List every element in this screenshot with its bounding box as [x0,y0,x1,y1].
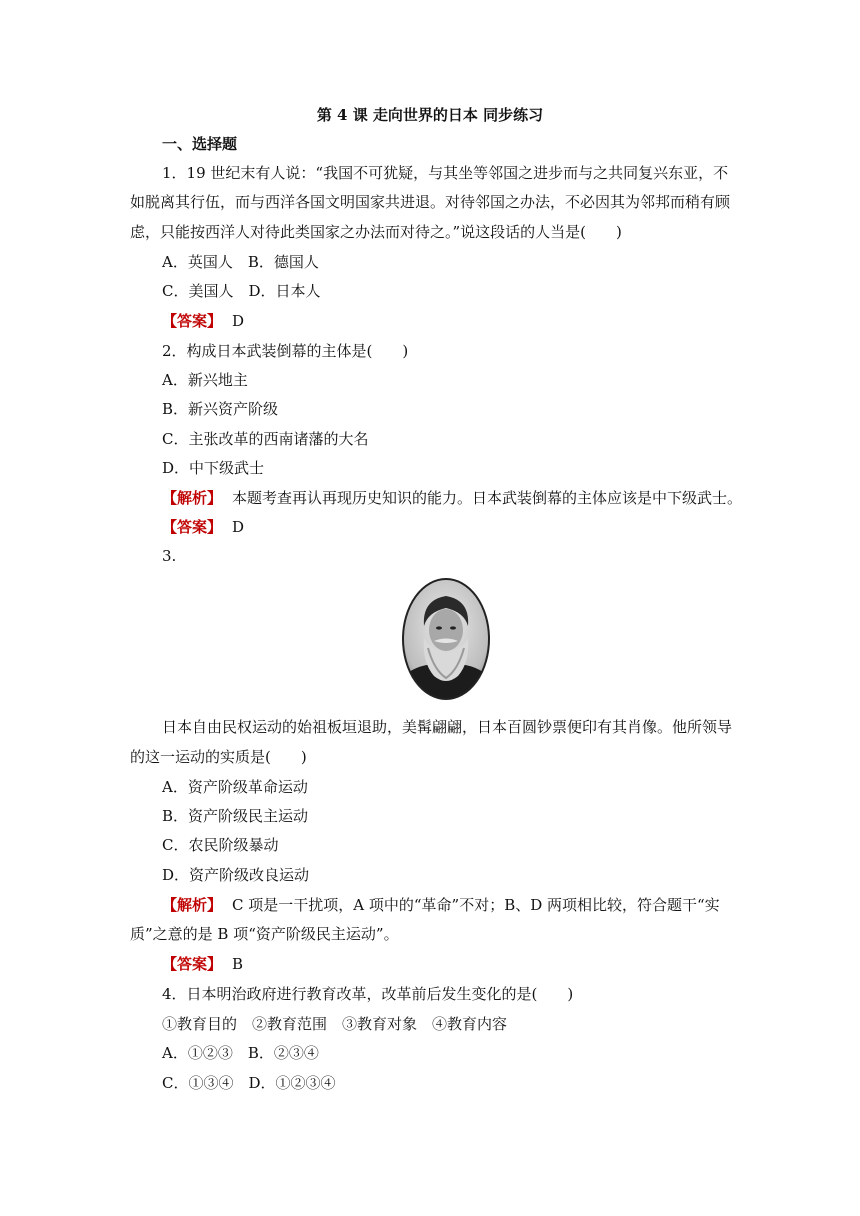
portrait-oval-photo [402,578,490,700]
q2-option-c: C．主张改革的西南诸藩的大名 [162,430,369,448]
answer-value: B [232,955,244,973]
q3-option-d: D．资产阶级改良运动 [162,866,310,884]
q3-option-b: B．资产阶级民主运动 [162,807,309,825]
answer-tag: 【答案】 [162,518,223,536]
answer-tag: 【答案】 [162,312,223,330]
analysis-text: 本题考查再认再现历史知识的能力。日本武装倒幕的主体应该是中下级武士。 [232,489,743,507]
q1-options-row-2: C．美国人 D．日本人 [162,282,321,300]
q2-answer [162,517,244,537]
q3-answer [162,954,243,974]
page-title: 第 4 课 走向世界的日本 同步练习 [316,106,544,124]
answer-value: D [232,518,245,536]
q3-option-a: A．资产阶级革命运动 [162,778,308,796]
answer-tag: 【答案】 [162,955,223,973]
q3-option-c: C．农民阶级暴动 [162,836,279,854]
q4-stem: 4．日本明治政府进行教育改革，改革前后发生变化的是( ) [162,985,574,1003]
section-heading: 一、选择题 [162,135,238,153]
q1-stem-line-2: 如脱离其行伍，而与西洋各国文明国家共进退。对待邻国之办法，不必因其为邻邦而稍有顾 [130,193,731,211]
q3-analysis-line-1 [162,895,720,915]
analysis-tag: 【解析】 [162,489,223,507]
q2-stem: 2．构成日本武装倒幕的主体是( ) [162,342,409,360]
q4-options-row-2: C．①③④ D．①②③④ [162,1074,336,1092]
q3-stem-line-2: 的这一运动的实质是( ) [130,748,307,766]
q1-answer [162,311,244,331]
q1-options-row-1: A．英国人 B．德国人 [162,253,319,271]
q3-analysis-line-2: 质”之意的是 B 项“资产阶级民主运动”。 [130,925,399,943]
q3-number: 3. [162,547,177,565]
q2-option-b: B．新兴资产阶级 [162,400,279,418]
q2-analysis [162,488,742,508]
q1-stem-line-1: 1．19 世纪末有人说：“我国不可犹疑，与其坐等邻国之进步而与之共同复兴东亚，不 [162,164,729,182]
q2-option-d: D．中下级武士 [162,459,265,477]
portrait-image [402,578,490,700]
q4-items: ①教育目的 ②教育范围 ③教育对象 ④教育内容 [162,1015,508,1033]
answer-value: D [232,312,245,330]
analysis-tag: 【解析】 [162,896,223,914]
q3-stem-line-1: 日本自由民权运动的始祖板垣退助，美髯翩翩，日本百圆钞票便印有其肖像。他所领导 [162,718,733,736]
q4-options-row-1: A．①②③ B．②③④ [162,1044,319,1062]
q2-option-a: A．新兴地主 [162,371,248,389]
q1-stem-line-3: 虑，只能按西洋人对待此类国家之办法而对待之。”说这段话的人当是( ) [130,223,622,241]
analysis-text: C 项是一干扰项，A 项中的“革命”不对；B、D 两项相比较，符合题干“实 [232,896,720,914]
